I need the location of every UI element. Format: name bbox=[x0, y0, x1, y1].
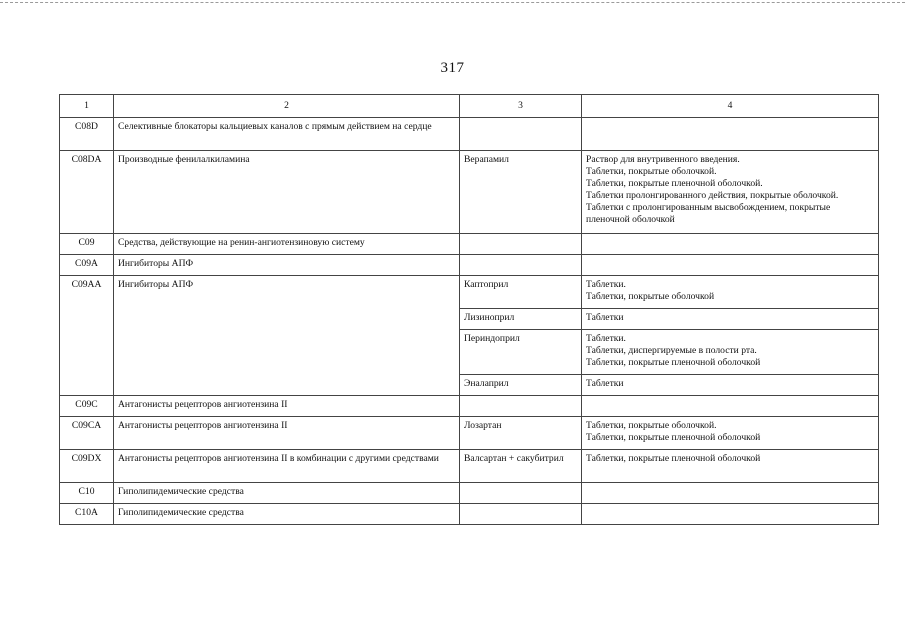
atc-code-cell: C09DX bbox=[60, 450, 114, 483]
drug-name-cell: Периндоприл bbox=[460, 330, 582, 375]
dosage-form: Таблетки, диспергируемые в полости рта. bbox=[586, 345, 757, 356]
dosage-form: Таблетки, покрытые пленочной оболочкой. bbox=[586, 178, 763, 189]
drug-name-cell bbox=[460, 234, 582, 255]
drug-name-cell bbox=[460, 396, 582, 417]
drug-name-cell bbox=[460, 483, 582, 504]
dosage-form: Раствор для внутривенного введения. bbox=[586, 154, 740, 165]
dosage-form: Таблетки. bbox=[586, 333, 626, 344]
table-row bbox=[60, 255, 879, 276]
atc-code-cell: C10A bbox=[60, 504, 114, 525]
atc-code-cell: C09 bbox=[60, 234, 114, 255]
group-name-cell: Гиполипидемические средства bbox=[114, 504, 460, 525]
drug-name-cell bbox=[460, 504, 582, 525]
dosage-forms-cell bbox=[582, 276, 879, 309]
dosage-form: Таблетки, покрытые пленочной оболочкой bbox=[586, 453, 761, 464]
scan-top-edge bbox=[0, 2, 905, 3]
table-row bbox=[60, 151, 879, 234]
dosage-forms-cell bbox=[582, 151, 879, 234]
drug-name-cell: Валсартан + сакубитрил bbox=[460, 450, 582, 483]
dosage-forms-cell bbox=[582, 309, 879, 330]
atc-code-cell: C09C bbox=[60, 396, 114, 417]
table-row bbox=[60, 450, 879, 483]
atc-code-cell: C10 bbox=[60, 483, 114, 504]
group-name-cell: Ингибиторы АПФ bbox=[114, 276, 460, 396]
atc-code-cell: C09A bbox=[60, 255, 114, 276]
dosage-forms-cell bbox=[582, 234, 879, 255]
atc-code-cell: C08DA bbox=[60, 151, 114, 234]
group-name-cell: Селективные блокаторы кальциевых каналов с прямым действием на сердце bbox=[114, 118, 460, 151]
group-name-cell: Ингибиторы АПФ bbox=[114, 255, 460, 276]
table-row bbox=[60, 118, 879, 151]
dosage-forms-cell bbox=[582, 483, 879, 504]
atc-code-cell: C08D bbox=[60, 118, 114, 151]
group-name-cell: Антагонисты рецепторов ангиотензина II bbox=[114, 396, 460, 417]
drug-name-cell: Лозартан bbox=[460, 417, 582, 450]
group-name-cell: Производные фенилалкиламина bbox=[114, 151, 460, 234]
dosage-forms-cell bbox=[582, 504, 879, 525]
dosage-form: Таблетки пролонгированного действия, покрытые оболочкой. bbox=[586, 190, 839, 201]
drug-name-cell: Верапамил bbox=[460, 151, 582, 234]
drug-name-cell bbox=[460, 255, 582, 276]
table-row bbox=[60, 234, 879, 255]
dosage-forms-cell bbox=[582, 330, 879, 375]
drug-name-cell: Каптоприл bbox=[460, 276, 582, 309]
header-cell: 3 bbox=[460, 95, 582, 118]
group-name-cell: Антагонисты рецепторов ангиотензина II в комбинации с другими средствами bbox=[114, 450, 460, 483]
table-row bbox=[60, 276, 879, 309]
dosage-form: Таблетки, покрытые пленочной оболочкой bbox=[586, 357, 761, 368]
dosage-forms-cell bbox=[582, 450, 879, 483]
table-header-row bbox=[60, 95, 879, 118]
dosage-form: Таблетки, покрытые пленочной оболочкой bbox=[586, 432, 761, 443]
dosage-form: Таблетки с пролонгированным высвобождением, покрытые пленочной оболочкой bbox=[586, 202, 831, 225]
atc-code-cell: C09AA bbox=[60, 276, 114, 396]
dosage-form: Таблетки, покрытые оболочкой. bbox=[586, 166, 717, 177]
table-row bbox=[60, 396, 879, 417]
header-cell: 4 bbox=[582, 95, 879, 118]
atc-code-cell: C09CA bbox=[60, 417, 114, 450]
drug-name-cell: Эналаприл bbox=[460, 375, 582, 396]
group-name-cell: Средства, действующие на ренин-ангиотензиновую систему bbox=[114, 234, 460, 255]
dosage-forms-cell bbox=[582, 375, 879, 396]
dosage-form: Таблетки, покрытые оболочкой bbox=[586, 291, 715, 302]
drug-name-cell: Лизиноприл bbox=[460, 309, 582, 330]
group-name-cell: Гиполипидемические средства bbox=[114, 483, 460, 504]
dosage-forms-cell bbox=[582, 255, 879, 276]
drug-registry-table bbox=[59, 94, 879, 525]
dosage-form: Таблетки bbox=[586, 312, 624, 323]
page-number: 317 bbox=[440, 60, 465, 76]
table-row bbox=[60, 504, 879, 525]
dosage-forms-cell bbox=[582, 396, 879, 417]
dosage-forms-cell bbox=[582, 118, 879, 151]
table-row bbox=[60, 483, 879, 504]
header-cell: 2 bbox=[114, 95, 460, 118]
dosage-form: Таблетки bbox=[586, 378, 624, 389]
table-row bbox=[60, 417, 879, 450]
header-cell: 1 bbox=[60, 95, 114, 118]
dosage-form: Таблетки, покрытые оболочкой. bbox=[586, 420, 717, 431]
dosage-form: Таблетки. bbox=[586, 279, 626, 290]
drug-name-cell bbox=[460, 118, 582, 151]
dosage-forms-cell bbox=[582, 417, 879, 450]
group-name-cell: Антагонисты рецепторов ангиотензина II bbox=[114, 417, 460, 450]
